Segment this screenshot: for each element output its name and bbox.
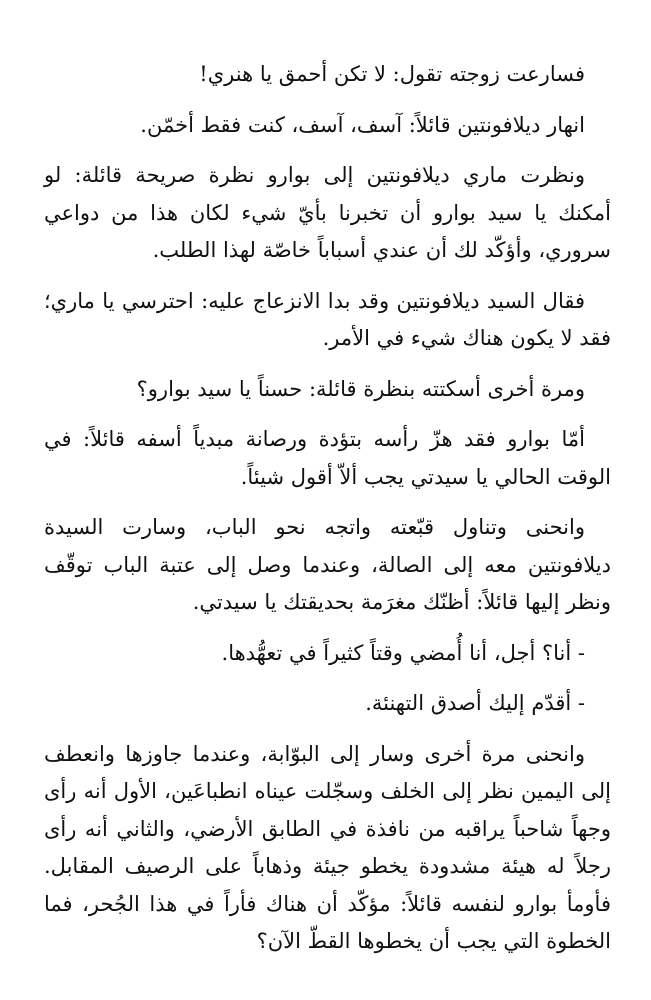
dialog-line-1: - أنا؟ أجل، أنا أُمضي وقتاً كثيراً في تعهُّدها. bbox=[221, 640, 585, 665]
paragraph-1: فسارعت زوجته تقول: لا تكن أحمق يا هنري! bbox=[199, 62, 585, 86]
paragraph-6: أمّا بوارو فقد هزّ رأسه بتؤدة ورصانة مبدياً أسفه قائلاً: في الوقت الحالي يا سيدتي يجب ألاّ أقول شيئاً. bbox=[44, 427, 611, 489]
paragraph-8: وانحنى مرة أخرى وسار إلى البوّابة، وعندما جاوزها وانعطف إلى اليمين نظر إلى الخلف وسجّلت عيناه انطباعَين، الأول أنه رأى وجهاً شاحباً يراقبه من نافذة في الطابق الأرضي، والثاني أنه رأى رجلاً له هيئة مشدودة يخطو جيئة وذهاباً على الرصيف المقابل. فأومأ بوارو لنفسه قائلاً: مؤكّد أن هناك فأراً في هذا الجُحر، فما الخطوة التي يجب أن يخطوها القطّ الآن؟ bbox=[44, 741, 611, 953]
paragraph-4: فقال السيد ديلافونتين وقد بدا الانزعاج عليه: احترسي يا ماري؛ فقد لا يكون هناك شيء في الأمر. bbox=[44, 288, 611, 350]
book-page-text bbox=[44, 56, 611, 974]
dialog-line-2: - أقدّم إليك أصدق التهنئة. bbox=[365, 691, 585, 715]
paragraph-2: انهار ديلافونتين قائلاً: آسف، آسف، كنت فقط أخمّن. bbox=[140, 112, 585, 137]
paragraph-7: وانحنى وتناول قبّعته واتجه نحو الباب، وسارت السيدة ديلافونتين معه إلى الصالة، وعندما وصل إلى عتبة الباب توقّف ونظر إليها قائلاً: أظنّك مغرَمة بحديقتك يا سيدتي. bbox=[44, 515, 611, 614]
paragraph-5: ومرة أخرى أسكتته بنظرة قائلة: حسناً يا سيد بوارو؟ bbox=[136, 376, 585, 401]
paragraph-3: ونظرت ماري ديلافونتين إلى بوارو نظرة صريحة قائلة: لو أمكنك يا سيد بوارو أن تخبرنا بأيّ شيء لكان هذا من دواعي سروري، وأؤكّد لك أن عندي أسباباً خاصّة لهذا الطلب. bbox=[44, 163, 611, 262]
